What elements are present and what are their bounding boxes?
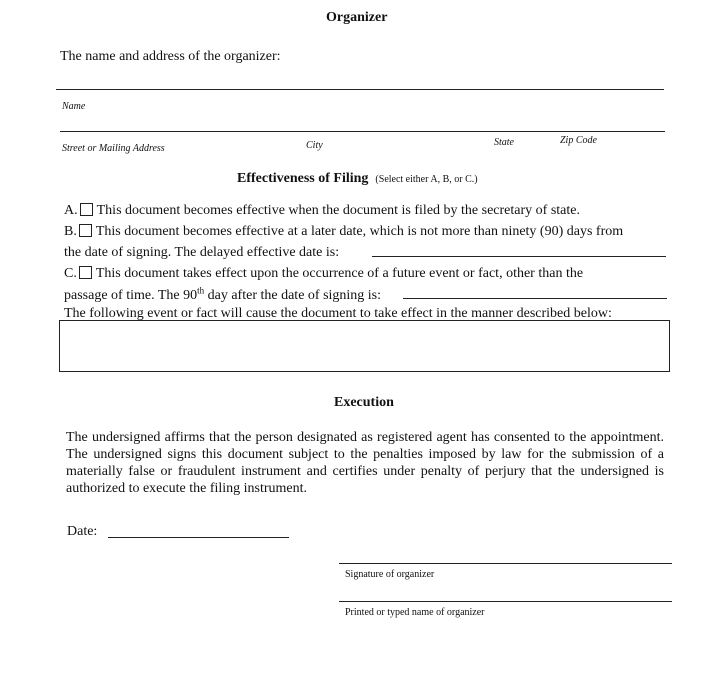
- option-b-letter: B.: [64, 224, 77, 239]
- organizer-heading: Organizer: [326, 10, 388, 25]
- effectiveness-heading: Effectiveness of Filing: [237, 171, 369, 186]
- zip-label: Zip Code: [560, 135, 597, 146]
- printed-name-line[interactable]: [339, 601, 672, 602]
- event-description-box[interactable]: [59, 320, 670, 372]
- option-a-checkbox[interactable]: [80, 203, 93, 216]
- state-label: State: [494, 137, 514, 148]
- option-c-cont-post: day after the date of signing is:: [204, 288, 382, 303]
- effectiveness-heading-row: [237, 169, 478, 187]
- option-c-cont-sup: th: [197, 285, 205, 296]
- execution-paragraph: The undersigned affirms that the person designated as registered agent has consented to the appointment. The undersigned signs this document subject to the penalties imposed by law for the submission of a materially false or fraudulent instrument and certifies under penalty of perjury that the undersigned is authorized to execute the filing instrument.: [66, 430, 664, 496]
- option-b-text: This document becomes effective at a later date, which is not more than ninety (90) days from: [95, 224, 624, 239]
- option-c-continued: [64, 285, 382, 304]
- option-a-letter: A.: [64, 203, 78, 218]
- street-label: Street or Mailing Address: [62, 143, 165, 154]
- execution-heading: Execution: [334, 395, 394, 410]
- option-b-continued: the date of signing. The delayed effective date is:: [64, 245, 340, 260]
- following-event-text: The following event or fact will cause the document to take effect in the manner described below:: [64, 306, 612, 321]
- delayed-date-line[interactable]: [372, 256, 666, 257]
- option-c-text: This document takes effect upon the occurrence of a future event or fact, other than the: [95, 266, 584, 281]
- option-c-checkbox[interactable]: [79, 266, 92, 279]
- printed-name-label: Printed or typed name of organizer: [345, 607, 485, 618]
- option-c-letter: C.: [64, 266, 77, 281]
- organizer-name-line[interactable]: [56, 89, 664, 90]
- organizer-name-label: Name: [62, 101, 86, 112]
- option-a[interactable]: [64, 203, 580, 219]
- organizer-intro: The name and address of the organizer:: [60, 49, 281, 64]
- signature-label: Signature of organizer: [345, 569, 435, 580]
- ninetieth-day-line[interactable]: [403, 298, 667, 299]
- date-line[interactable]: [108, 537, 289, 538]
- city-label: City: [306, 140, 323, 151]
- organizer-address-line[interactable]: [60, 131, 665, 132]
- date-label: Date:: [67, 524, 98, 539]
- signature-line[interactable]: [339, 563, 672, 564]
- option-b[interactable]: [64, 224, 623, 240]
- option-c-cont-pre: passage of time. The 90: [64, 288, 198, 303]
- option-b-checkbox[interactable]: [79, 224, 92, 237]
- option-a-text: This document becomes effective when the document is filed by the secretary of state.: [96, 203, 580, 218]
- option-c[interactable]: [64, 266, 583, 282]
- effectiveness-note: (Select either A, B, or C.): [375, 174, 478, 185]
